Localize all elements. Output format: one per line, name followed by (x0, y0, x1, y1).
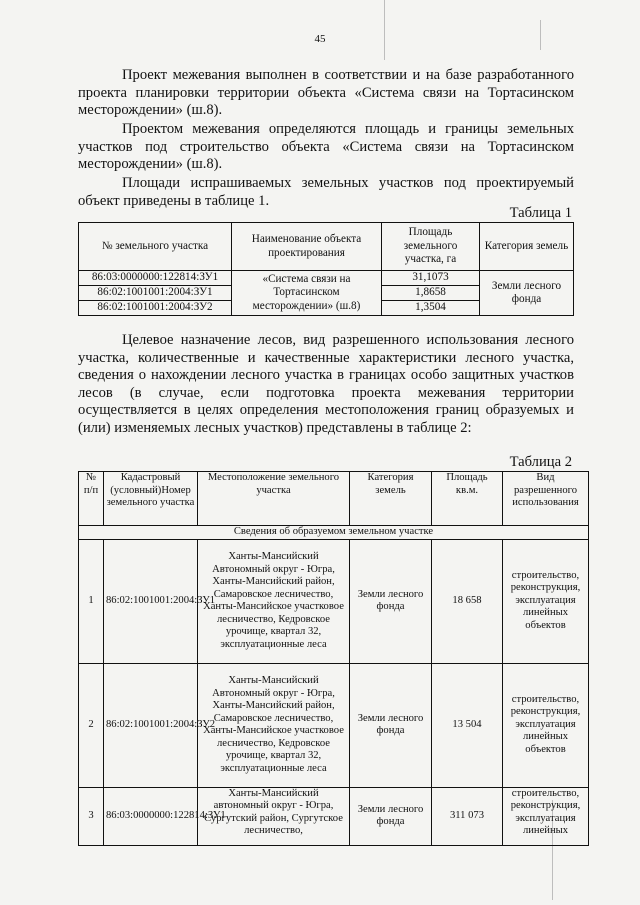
table1-header: Площадь земельного участка, га (382, 223, 480, 271)
table1-header-row (79, 223, 574, 271)
table1-cell-id: 86:02:1001001:2004:ЗУ2 (79, 301, 232, 316)
table2-cell-cadastral: 86:02:1001001:2004:ЗУ1 (104, 539, 198, 663)
table1-cell-area: 31,1073 (382, 271, 480, 286)
paragraph-4: Целевое назначение лесов, вид разрешенного использования лесного участка, количественные и качественные характеристики лесного участка, сведения о нахождении лесного участка в границах особо защитных участков лесов (в случае, если подготовка проекта межевания территории осуществляется в целях определения местоположения границ образуемых и (или) изменяемых лесных участков) представлены в таблице 2: (78, 332, 574, 436)
table2-header: № п/п (79, 472, 104, 526)
table2-section-row (79, 526, 589, 540)
table1-cell-id: 86:02:1001001:2004:ЗУ1 (79, 286, 232, 301)
table1-header: Наименование объекта проектирования (232, 223, 382, 271)
scan-artifact (384, 0, 385, 60)
table2-cell-location: Ханты-Мансийский Автономный округ - Югра, Ханты-Мансийский район, Самаровское лесничество, Ханты-Мансийское участковое лесничество, Кедровское урочище, квартал 32, эксплуатационные леса (198, 663, 350, 787)
table-2 (78, 471, 589, 846)
table2-cell-category: Земли лесного фонда (350, 787, 432, 845)
paragraph-3: Площади испрашиваемых земельных участков под проектируемый объект приведены в таблице 1. (78, 175, 574, 209)
table2-cell-area: 18 658 (432, 539, 503, 663)
table2-header: Площадь кв.м. (432, 472, 503, 526)
table2-cell-location: Ханты-Мансийский Автономный округ - Югра, Ханты-Мансийский район, Самаровское лесничество, Ханты-Мансийское участковое лесничество, Кедровское урочище, квартал 32, эксплуатационные леса (198, 539, 350, 663)
table2-cell-num: 3 (79, 787, 104, 845)
page-number: 45 (314, 33, 326, 45)
table2-cell-num: 1 (79, 539, 104, 663)
table2-header: Кадастровый (условный)Номер земельного участка (104, 472, 198, 526)
paragraph-1: Проект межевания выполнен в соответствии и на базе разработанного проекта планировки территории объекта «Система связи на Тортасинском месторождении» (ш.8). (78, 67, 574, 119)
table2-cell-location: Ханты-Мансийский автономный округ - Югра, Сургутский район, Сургутское лесничество, (198, 787, 350, 845)
table2-header: Вид разрешенного использования (503, 472, 589, 526)
table-1 (78, 222, 574, 316)
table1-cell-area: 1,3504 (382, 301, 480, 316)
table2-header: Категория земель (350, 472, 432, 526)
table1-header: № земельного участка (79, 223, 232, 271)
table2-cell-cadastral: 86:03:0000000:122814:ЗУ1 (104, 787, 198, 845)
table2-header: Местоположение земельного участка (198, 472, 350, 526)
table2-cell-area: 311 073 (432, 787, 503, 845)
table1-header: Категория земель (480, 223, 574, 271)
table2-cell-use: строительство, реконструкция, эксплуатация линейных (503, 787, 589, 845)
table1-cell-object: «Система связи на Тортасинском месторождении» (ш.8) (232, 271, 382, 316)
table2-header-row (79, 472, 589, 526)
table1-cell-id: 86:03:0000000:122814:ЗУ1 (79, 271, 232, 286)
table2-section-title: Сведения об образуемом земельном участке (79, 526, 589, 540)
table2-cell-area: 13 504 (432, 663, 503, 787)
table2-cell-category: Земли лесного фонда (350, 539, 432, 663)
table-row (79, 271, 574, 286)
table2-cell-use: строительство, реконструкция, эксплуатация линейных объектов (503, 539, 589, 663)
paragraph-2: Проектом межевания определяются площадь и границы земельных участков под строительство объекта «Система связи на Тортасинском месторождении» (ш.8). (78, 121, 574, 173)
table1-caption: Таблица 1 (509, 205, 572, 221)
table2-cell-num: 2 (79, 663, 104, 787)
table1-cell-category: Земли лесного фонда (480, 271, 574, 316)
table2-caption: Таблица 2 (509, 454, 572, 470)
table1-cell-area: 1,8658 (382, 286, 480, 301)
table2-cell-use: строительство, реконструкция, эксплуатация линейных объектов (503, 663, 589, 787)
table2-cell-category: Земли лесного фонда (350, 663, 432, 787)
table-row (79, 539, 589, 663)
table-row (79, 663, 589, 787)
table-row (79, 787, 589, 845)
table2-cell-cadastral: 86:02:1001001:2004:ЗУ2 (104, 663, 198, 787)
